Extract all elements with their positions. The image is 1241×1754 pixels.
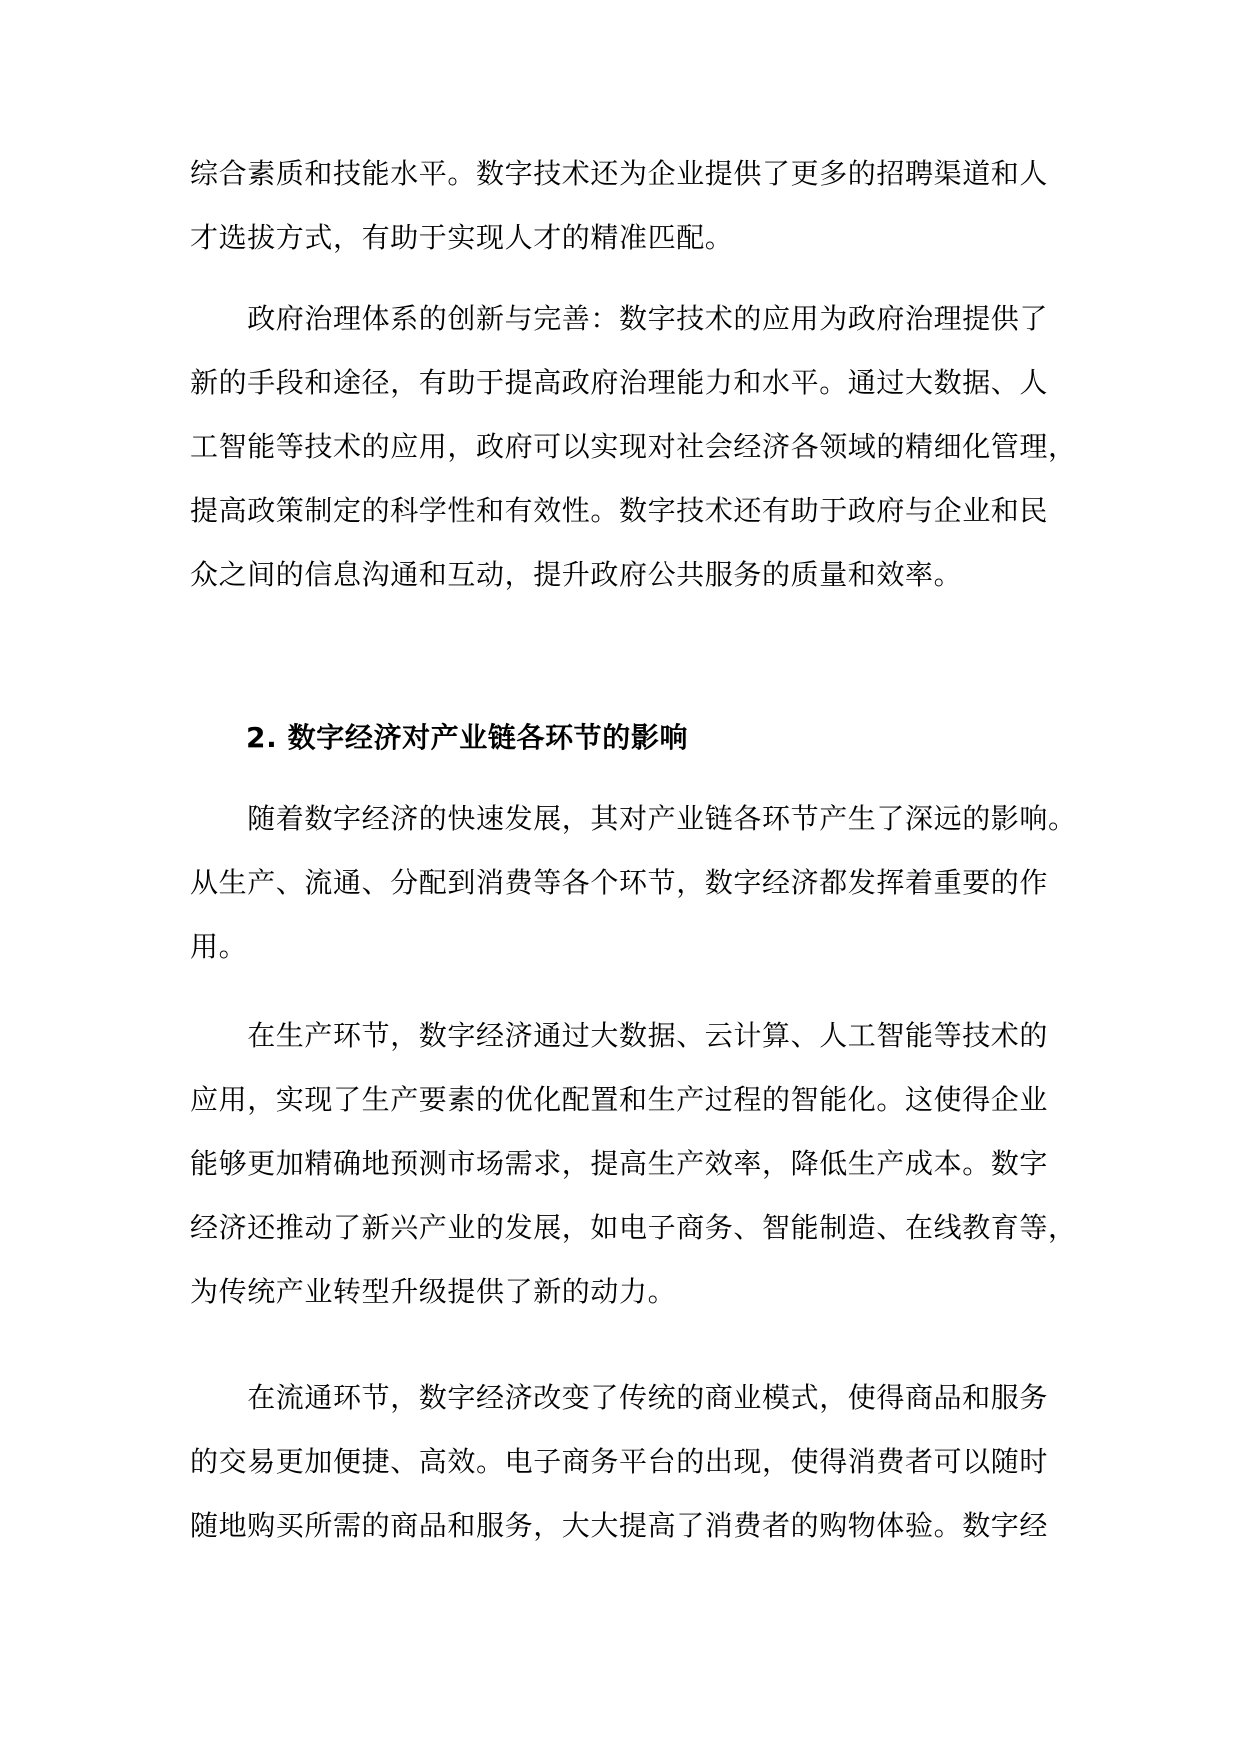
paragraph-circulation	[190, 1366, 1052, 1558]
text-line: 提高政策制定的科学性和有效性。数字技术还有助于政府与企业和民	[190, 494, 1049, 527]
text-line: 能够更加精确地预测市场需求，提高生产效率，降低生产成本。数字	[190, 1147, 1049, 1180]
text-line: 在流通环节，数字经济改变了传统的商业模式，使得商品和服务	[190, 1381, 1049, 1414]
text-line: 才选拔方式，有助于实现人才的精准匹配。	[190, 221, 734, 254]
text-line: 应用，实现了生产要素的优化配置和生产过程的智能化。这使得企业	[190, 1083, 1049, 1116]
text-line: 为传统产业转型升级提供了新的动力。	[190, 1275, 677, 1308]
text-line: 综合素质和技能水平。数字技术还为企业提供了更多的招聘渠道和人	[190, 157, 1049, 190]
paragraph-talent	[190, 142, 1052, 270]
text-line: 随着数字经济的快速发展，其对产业链各环节产生了深远的影响。	[190, 802, 1077, 835]
text-line: 随地购买所需的商品和服务，大大提高了消费者的购物体验。数字经	[190, 1509, 1049, 1542]
paragraph-government-governance	[190, 287, 1077, 607]
text-line: 的交易更加便捷、高效。电子商务平台的出现，使得消费者可以随时	[190, 1445, 1049, 1478]
text-line: 新的手段和途径，有助于提高政府治理能力和水平。通过大数据、人	[190, 366, 1049, 399]
text-line: 用。	[190, 930, 248, 963]
text-line: 经济还推动了新兴产业的发展，如电子商务、智能制造、在线教育等，	[190, 1211, 1077, 1244]
text-line: 政府治理体系的创新与完善：数字技术的应用为政府治理提供了	[190, 302, 1049, 335]
paragraph-industry-chain-intro	[190, 787, 1077, 979]
text-line: 从生产、流通、分配到消费等各个环节，数字经济都发挥着重要的作	[190, 866, 1049, 899]
text-line: 在生产环节，数字经济通过大数据、云计算、人工智能等技术的	[190, 1019, 1049, 1052]
text-line: 众之间的信息沟通和互动，提升政府公共服务的质量和效率。	[190, 558, 963, 591]
section-heading: 2. 数字经济对产业链各环节的影响	[246, 721, 689, 754]
text-line: 工智能等技术的应用，政府可以实现对社会经济各领域的精细化管理，	[190, 430, 1077, 463]
paragraph-production	[190, 1004, 1077, 1324]
